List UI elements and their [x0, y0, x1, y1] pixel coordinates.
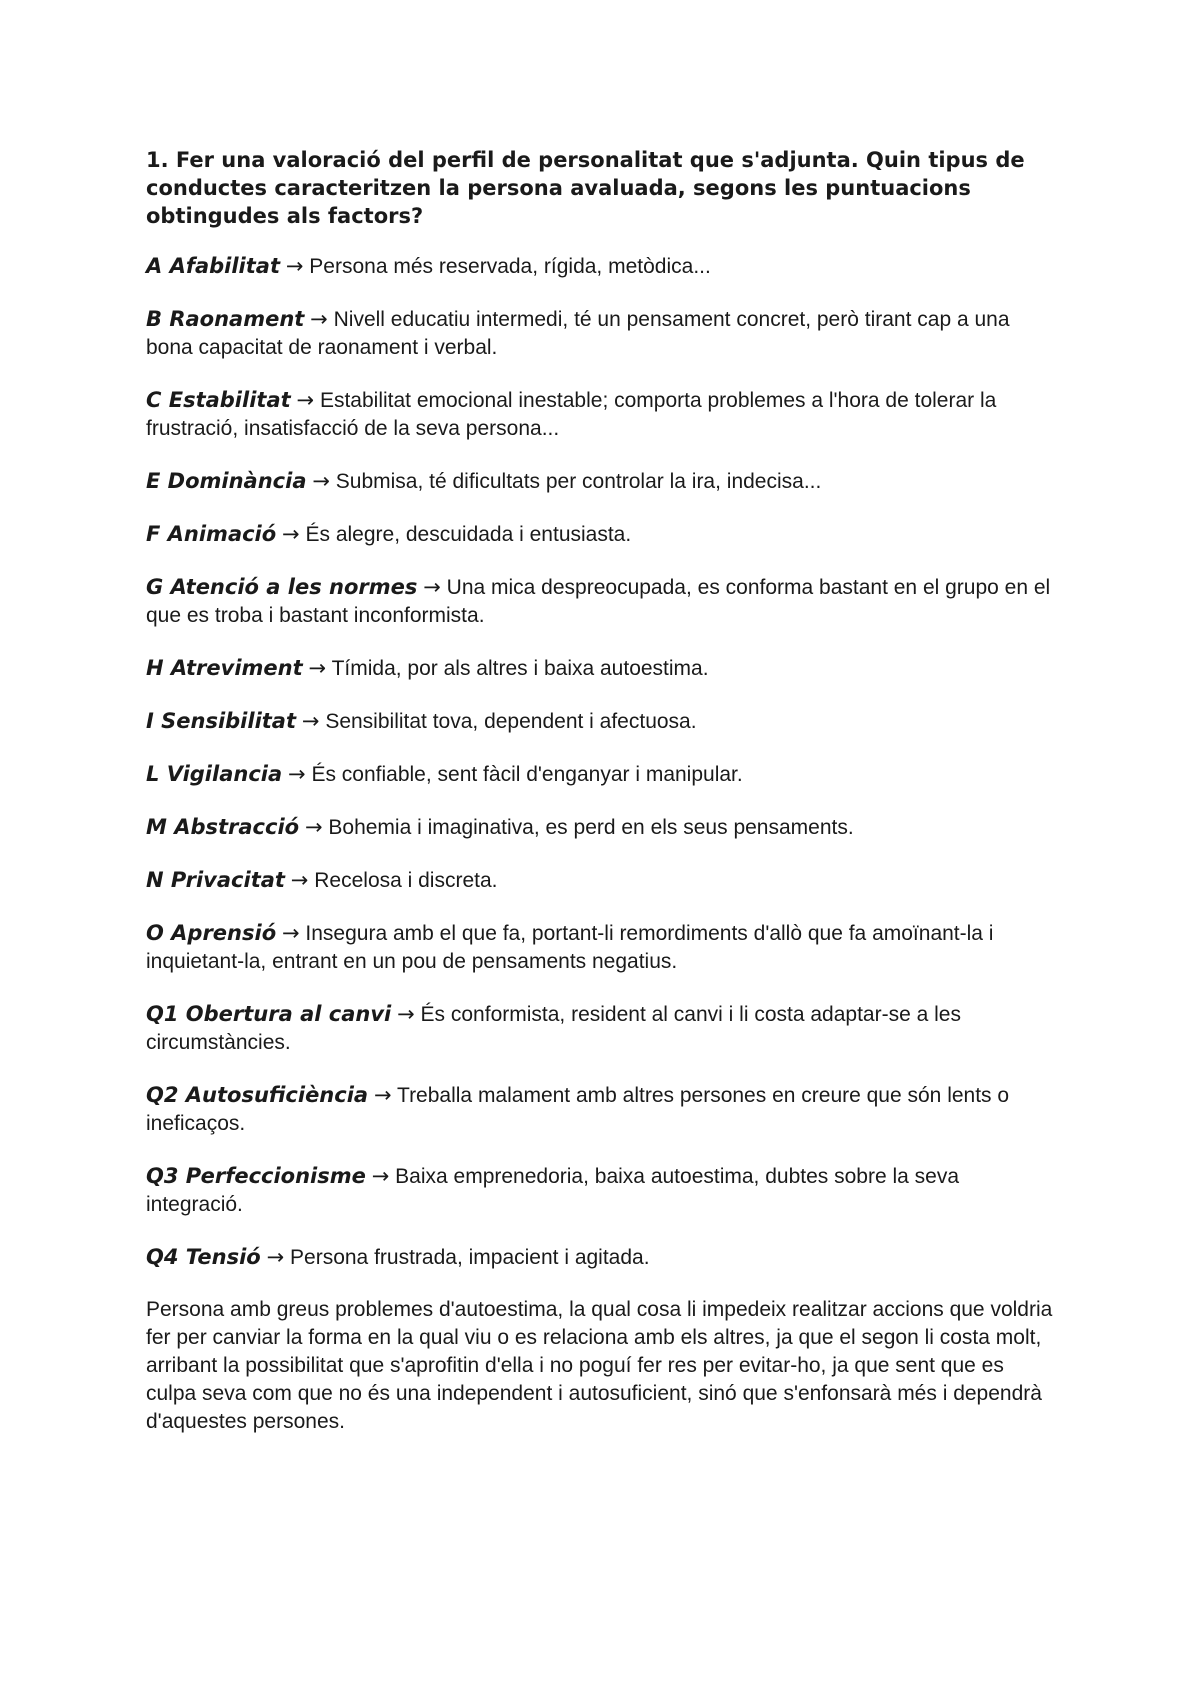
factor-term: I Sensibilitat	[146, 709, 297, 733]
factor-description: Bohemia i imaginativa, es perd en els seus pensaments.	[328, 816, 854, 839]
factor-term: B Raonament	[146, 307, 305, 331]
factor-term: C Estabilitat	[146, 388, 291, 412]
factor-description: És conformista, resident al canvi i li costa adaptar-se a les circumstàncies.	[146, 1003, 961, 1054]
arrow-icon: →	[310, 307, 328, 331]
arrow-icon: →	[301, 709, 320, 733]
factor-term: L Vigilancia	[146, 762, 283, 786]
factor-description: Recelosa i discreta.	[314, 869, 498, 892]
factor-item	[146, 1243, 1056, 1272]
arrow-icon: →	[308, 656, 327, 680]
factor-list	[146, 252, 1056, 1272]
factor-term: M Abstracció	[146, 815, 300, 839]
arrow-icon: →	[371, 1164, 390, 1188]
factor-item	[146, 1081, 1056, 1138]
arrow-icon: →	[423, 575, 441, 599]
arrow-icon: →	[285, 254, 304, 278]
factor-item	[146, 305, 1056, 362]
factor-item	[146, 707, 1056, 736]
arrow-icon: →	[304, 815, 323, 839]
factor-description: És confiable, sent fàcil d'enganyar i manipular.	[311, 763, 743, 786]
arrow-icon: →	[296, 388, 315, 412]
factor-description: Persona frustrada, impacient i agitada.	[290, 1246, 650, 1269]
factor-term: Q3 Perfeccionisme	[146, 1164, 366, 1188]
factor-item	[146, 1162, 1056, 1219]
factor-description: Submisa, té dificultats per controlar la ira, indecisa...	[335, 470, 822, 493]
arrow-icon: →	[282, 522, 300, 546]
question-heading: 1. Fer una valoració del perfil de personalitat que s'adjunta. Quin tipus de conductes caracteritzen la persona avaluada, segons les puntuacions obtingudes als factors?	[146, 148, 1025, 228]
arrow-icon: →	[290, 868, 309, 892]
factor-term: E Dominància	[146, 469, 307, 493]
document-page	[146, 146, 1056, 1436]
factor-item	[146, 813, 1056, 842]
arrow-icon: →	[373, 1083, 392, 1107]
factor-description: Persona més reservada, rígida, metòdica...	[309, 255, 711, 278]
factor-description: Estabilitat emocional inestable; comporta problemes a l'hora de tolerar la frustració, insatisfacció de la seva persona...	[146, 389, 997, 440]
factor-term: N Privacitat	[146, 868, 285, 892]
factor-description: Treballa malament amb altres persones en creure que són lents o ineficaços.	[146, 1084, 1010, 1135]
factor-term: H Atreviment	[146, 656, 303, 680]
arrow-icon: →	[397, 1002, 415, 1026]
factor-description: És alegre, descuidada i entusiasta.	[305, 523, 632, 546]
factor-description: Nivell educatiu intermedi, té un pensament concret, però tirant cap a una bona capacitat de raonament i verbal.	[146, 308, 1010, 359]
factor-description: Insegura amb el que fa, portant-li remordiments d'allò que fa amoïnant-la i inquietant-la, entrant en un pou de pensaments negatius.	[146, 922, 994, 973]
factor-description: Una mica despreocupada, es conforma bastant en el grupo en el que es troba i bastant inconformista.	[146, 576, 1051, 627]
factor-term: Q4 Tensió	[146, 1245, 261, 1269]
factor-term: Q2 Autosuficiència	[146, 1083, 369, 1107]
factor-term: O Aprensió	[146, 921, 277, 945]
arrow-icon: →	[288, 762, 306, 786]
factor-item	[146, 654, 1056, 683]
factor-term: Q1 Obertura al canvi	[146, 1002, 392, 1026]
factor-item	[146, 573, 1056, 630]
factor-term: A Afabilitat	[146, 254, 280, 278]
factor-item	[146, 919, 1056, 976]
factor-item	[146, 520, 1056, 549]
factor-description: Sensibilitat tova, dependent i afectuosa.	[325, 710, 697, 733]
arrow-icon: →	[281, 921, 300, 945]
factor-term: F Animació	[146, 522, 277, 546]
factor-item	[146, 866, 1056, 895]
factor-item	[146, 252, 1056, 281]
factor-item	[146, 760, 1056, 789]
arrow-icon: →	[312, 469, 330, 493]
factor-description: Tímida, por als altres i baixa autoestima.	[331, 657, 709, 680]
factor-description: Baixa emprenedoria, baixa autoestima, dubtes sobre la seva integració.	[146, 1165, 960, 1216]
arrow-icon: →	[266, 1245, 285, 1269]
factor-item	[146, 386, 1056, 443]
factor-item	[146, 1000, 1056, 1057]
factor-term: G Atenció a les normes	[146, 575, 418, 599]
factor-item	[146, 467, 1056, 496]
conclusion-paragraph: Persona amb greus problemes d'autoestima, la qual cosa li impedeix realitzar accions que voldria fer per canviar la forma en la qual viu o es relaciona amb els altres, ja que el segon li costa molt, arribant la possibilitat que s'aprofitin d'ella i no poguí fer res per evitar-ho, ja que sent que es culpa seva com que no és una independent i autosuficient, sinó que s'enfonsarà més i dependrà d'aquestes persones.	[146, 1298, 1053, 1433]
